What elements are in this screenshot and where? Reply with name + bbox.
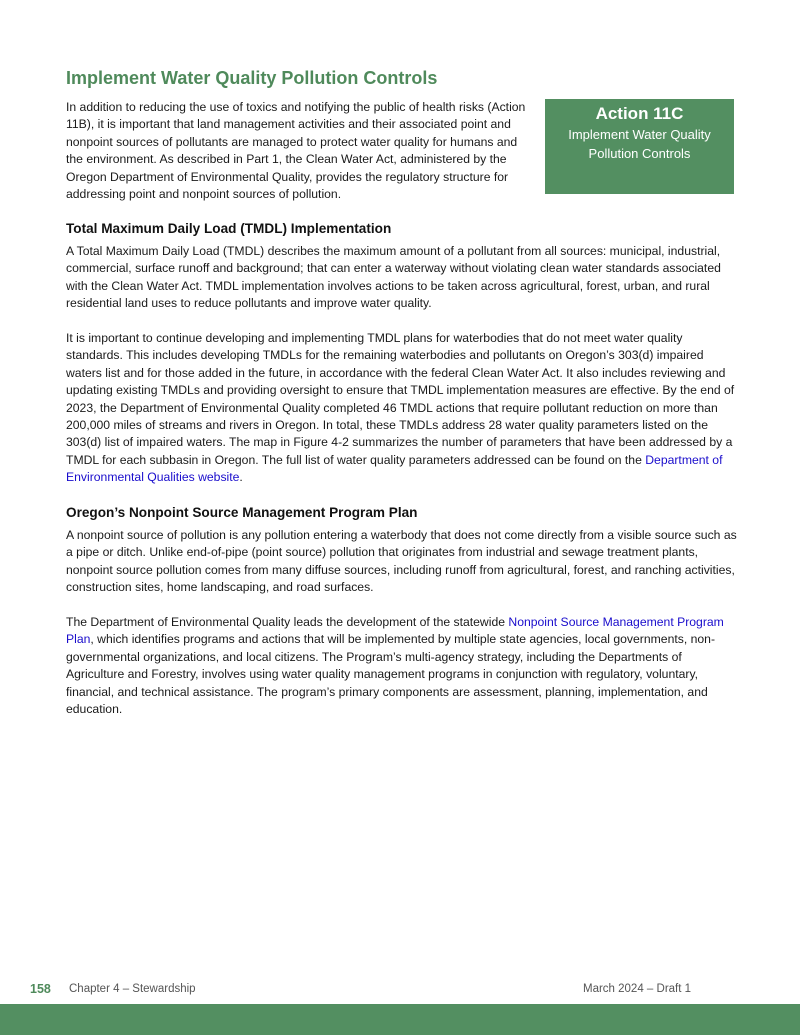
text: The Department of Environmental Quality leads the development of the statewide	[66, 615, 509, 629]
section-heading: Implement Water Quality Pollution Controls	[66, 68, 438, 88]
nps-plan-link[interactable]: Nonpoint Source Management Program Plan	[66, 615, 724, 647]
intro-paragraph: In addition to reducing the use of toxics and notifying the public of health risks (Action 11B), it is important that land management activities and their associated point and nonpoint sources of pollutants are managed to protect water quality for humans and the environment. As described in Part 1, the Clean Water Act, administered by the Oregon Department of Environmental Quality, provides the regulatory structure for addressing point and nonpoint sources of pollution.	[66, 100, 526, 202]
footer-band	[0, 1004, 800, 1035]
draft-date: March 2024 – Draft 1	[583, 983, 692, 995]
deq-website-link[interactable]: Department of Environmental Qualities website	[66, 452, 723, 485]
action-title: Action 11C	[595, 104, 684, 123]
chapter-label: Chapter 4 – Stewardship	[69, 983, 196, 995]
text: , which identifies programs and actions that will be implemented by multiple state agencies, local governments, non-governmental organizations, and local citizens. The Program’s multi-agency strategy, including the Departments of Agriculture and Forestry, involves using water quality management programs in conjunction with regulatory, voluntary, financial, and technical assistance. The program’s primary components are assessment, planning, implementation, and education.	[66, 632, 715, 717]
page-number: 158	[30, 982, 51, 996]
tmdl-heading: Total Maximum Daily Load (TMDL) Implementation	[66, 221, 392, 236]
nps-paragraph-1: A nonpoint source of pollution is any pollution entering a waterbody that does not come directly from a visible source such as a pipe or ditch. Unlike end-of-pipe (point source) pollution that originates from industrial and sewage treatment plants, nonpoint source pollution comes from many diffuse sources, including runoff from agricultural, forest, and ranching activities, construction sites, home landscaping, and road surfaces.	[66, 528, 737, 595]
action-callout-box	[545, 99, 734, 194]
nps-paragraph-2	[66, 614, 738, 718]
text: .	[239, 470, 243, 485]
tmdl-paragraph-1: A Total Maximum Daily Load (TMDL) describes the maximum amount of a pollutant from all sources: municipal, industrial, commercial, surface runoff and background; that can enter a waterway without violating clean water standards associated with the Clean Water Act. TMDL implementation involves actions to be taken across agricultural, forest, urban, and rural residential land uses to reduce pollutants and improve water quality.	[66, 244, 721, 311]
tmdl-paragraph-2	[66, 330, 738, 487]
text: It is important to continue developing and implementing TMDL plans for waterbodies that do not meet water quality standards. This includes developing TMDLs for the remaining waterbodies and pollutants on Oregon’s 303(d) impaired waters list and for those added in the future, in accordance with the federal Clean Water Act. It also includes reviewing and updating existing TMDLs and providing oversight to ensure that TMDL implementation measures are effective. By the end of 2023, the Department of Environmental Quality completed 46 TMDL actions that require pollutant reduction on more than 200,000 miles of streams and rivers in Oregon. In total, these TMDLs address 28 water quality parameters listed on the 303(d) list of impaired waters. The map in Figure 4-2 summarizes the number of parameters that have been addressed by a TMDL for each subbasin in Oregon. The full list of water quality parameters addressed can be found on the	[66, 331, 735, 467]
action-subtitle: Implement Water Quality Pollution Controls	[568, 127, 711, 161]
nps-heading: Oregon’s Nonpoint Source Management Program Plan	[66, 505, 418, 520]
